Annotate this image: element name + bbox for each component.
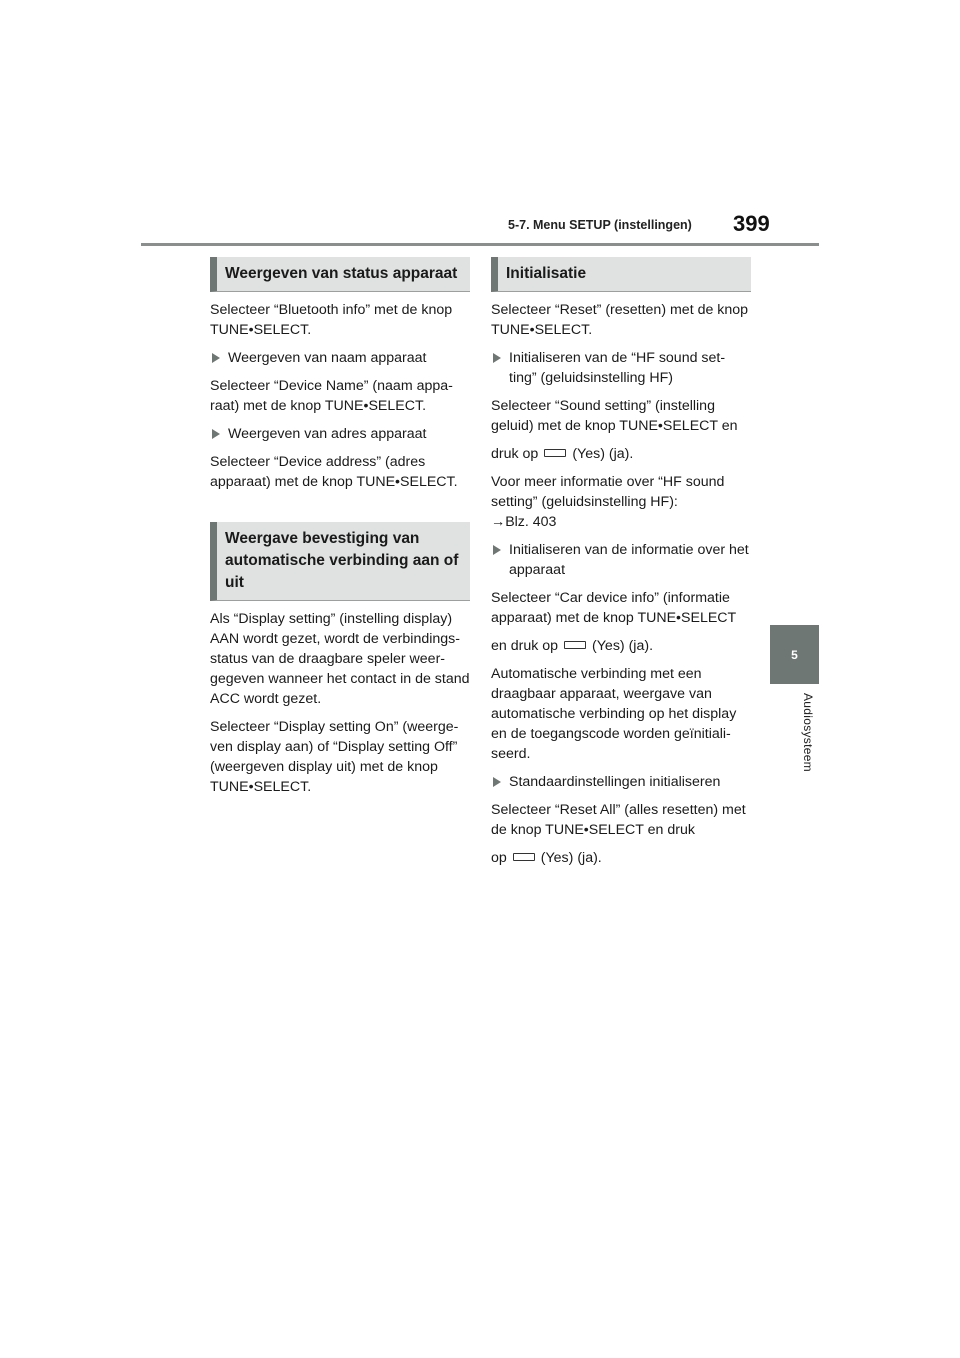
chapter-title: Audiosysteem [801, 693, 815, 772]
button-icon [544, 449, 566, 457]
paragraph: Selecteer “Sound setting” (instelling geluid) met de knop TUNE•SELECT en [491, 398, 738, 434]
header-divider [141, 243, 819, 246]
triangle-bullet-icon [493, 777, 501, 787]
section-heading: Weergeven van status apparaat [210, 257, 470, 292]
button-icon [513, 853, 535, 861]
page-reference: →Blz. 403 [491, 514, 557, 530]
left-column [210, 257, 470, 797]
triangle-bullet-icon [212, 353, 220, 363]
button-icon [564, 641, 586, 649]
paragraph: Als “Display setting” (instelling display) AAN wordt gezet, wordt de verbindings-status van de draagbare speler weer-gegeven wanneer het contact in de stand ACC wordt gezet. [210, 611, 470, 707]
paragraph: Selecteer “Device address” (adres apparaat) met de knop TUNE•SELECT. [210, 454, 458, 490]
triangle-bullet-icon [493, 353, 501, 363]
bullet-item: Standaardinstellingen initialiseren [491, 772, 751, 792]
paragraph: Selecteer “Bluetooth info” met de knop TUNE•SELECT. [210, 302, 453, 338]
right-column [491, 257, 751, 868]
section-header-title: 5-7. Menu SETUP (instellingen) [508, 218, 692, 232]
paragraph: Selecteer “Car device info” (informatie apparaat) met de knop TUNE•SELECT [491, 590, 737, 626]
paragraph: Selecteer “Device Name” (naam appa-raat) met de knop TUNE•SELECT. [210, 378, 453, 414]
paragraph: Selecteer “Display setting On” (weerge-ven display aan) of “Display setting Off” (weergeven display uit) met de knop TUNE•SELECT. [210, 719, 459, 795]
paragraph: Selecteer “Reset All” (alles resetten) met de knop TUNE•SELECT en druk [491, 802, 746, 838]
triangle-bullet-icon [493, 545, 501, 555]
paragraph: Selecteer “Reset” (resetten) met de knop TUNE•SELECT. [491, 302, 749, 338]
paragraph: druk op (Yes) (ja). [491, 446, 634, 462]
section-heading: Initialisatie [491, 257, 751, 292]
triangle-bullet-icon [212, 429, 220, 439]
bullet-item: Initialiseren van de informatie over het apparaat [491, 540, 751, 580]
page-number: 399 [733, 211, 770, 236]
chapter-tab: 5 [770, 625, 819, 684]
paragraph: Automatische verbinding met een draagbaar apparaat, weergave van automatische verbinding op het display en de toegangscode worden geïnitiali-seerd. [491, 666, 737, 762]
section-heading: Weergave bevestiging van automatische verbinding aan of uit [210, 522, 470, 601]
bullet-item: Initialiseren van de “HF sound set-ting” (geluidsinstelling HF) [491, 348, 751, 388]
paragraph: en druk op (Yes) (ja). [491, 638, 654, 654]
bullet-item: Weergeven van naam apparaat [210, 348, 470, 368]
bullet-item: Weergeven van adres apparaat [210, 424, 470, 444]
paragraph: Voor meer informatie over “HF sound setting” (geluidsinstelling HF): →Blz. 403 [491, 474, 725, 530]
paragraph: op (Yes) (ja). [491, 850, 602, 866]
